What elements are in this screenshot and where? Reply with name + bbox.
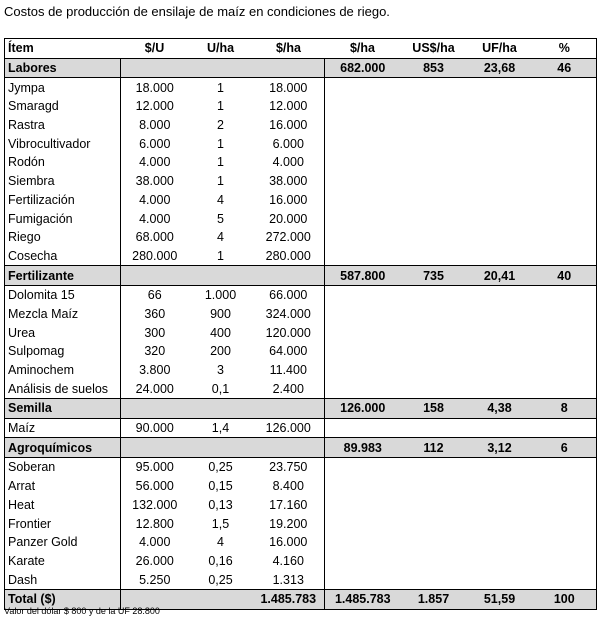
- row-empty: [533, 285, 597, 304]
- category-total-ha: 682.000: [325, 58, 401, 78]
- row-price-unit: 360: [121, 305, 189, 324]
- table-row: [5, 209, 597, 228]
- header-percent: %: [533, 39, 597, 59]
- row-empty: [325, 78, 401, 97]
- category-name: Labores: [5, 58, 121, 78]
- row-empty: [533, 552, 597, 571]
- category-usd-ha: 735: [401, 266, 467, 286]
- row-units-ha: 1: [217, 174, 224, 189]
- table-row: [5, 342, 597, 361]
- category-percent: 40: [533, 266, 597, 286]
- row-empty: [467, 191, 533, 210]
- row-item: Smaragd: [8, 99, 59, 114]
- row-units-ha: 0,15: [208, 479, 233, 494]
- row-empty: [325, 323, 401, 342]
- row-item: Análisis de suelos: [8, 381, 109, 396]
- row-price-unit: 66: [121, 285, 189, 304]
- row-empty: [401, 379, 467, 398]
- row-item: Aminochem: [8, 363, 74, 378]
- table-row: [5, 496, 597, 515]
- row-price-unit: 4.000: [121, 153, 189, 172]
- table-body: [5, 58, 597, 609]
- row-empty: [401, 418, 467, 438]
- row-item: Maíz: [8, 421, 36, 436]
- row-cost-ha: 38.000: [269, 174, 308, 189]
- total-uf-ha: 51,59: [467, 589, 533, 609]
- row-empty: [467, 116, 533, 135]
- row-item: Mezcla Maíz: [8, 306, 79, 321]
- category-blank: [121, 58, 325, 78]
- row-empty: [325, 134, 401, 153]
- row-cost-ha: 11.400: [269, 363, 307, 378]
- row-item: Dash: [8, 572, 38, 587]
- row-empty: [533, 247, 597, 266]
- row-price-unit: 132.000: [121, 496, 189, 515]
- row-empty: [325, 153, 401, 172]
- row-empty: [401, 458, 467, 477]
- cost-table: [4, 38, 597, 610]
- row-empty: [467, 305, 533, 324]
- row-item: Cosecha: [8, 248, 58, 263]
- total-usd-ha: 1.857: [401, 589, 467, 609]
- row-empty: [401, 247, 467, 266]
- header-units-ha: U/ha: [189, 39, 253, 59]
- row-empty: [467, 418, 533, 438]
- row-empty: [467, 323, 533, 342]
- row-empty: [533, 342, 597, 361]
- row-cost-ha: 120.000: [265, 325, 311, 340]
- category-blank: [121, 399, 325, 419]
- category-blank: [121, 266, 325, 286]
- row-empty: [325, 477, 401, 496]
- row-empty: [325, 247, 401, 266]
- row-item: Siembra: [8, 174, 55, 189]
- row-cost-ha: 272.000: [265, 230, 311, 245]
- row-empty: [533, 172, 597, 191]
- row-units-ha: 1: [217, 248, 224, 263]
- row-units-ha: 3: [217, 363, 224, 378]
- category-blank: [121, 438, 325, 458]
- row-units-ha: 5: [217, 211, 224, 226]
- category-percent: 6: [533, 438, 597, 458]
- table-row: [5, 323, 597, 342]
- row-empty: [533, 153, 597, 172]
- row-empty: [533, 305, 597, 324]
- table-caption: Costos de producción de ensilaje de maíz en condiciones de riego.: [4, 4, 390, 19]
- row-cost-ha: 8.400: [272, 479, 304, 494]
- row-empty: [401, 552, 467, 571]
- table-row: [5, 228, 597, 247]
- row-empty: [401, 209, 467, 228]
- row-empty: [401, 153, 467, 172]
- row-empty: [325, 209, 401, 228]
- row-empty: [533, 496, 597, 515]
- row-cost-ha: 23.750: [269, 460, 308, 475]
- row-price-unit: 12.000: [121, 97, 189, 116]
- row-price-unit: 280.000: [121, 247, 189, 266]
- row-empty: [467, 496, 533, 515]
- table-row: [5, 552, 597, 571]
- row-empty: [467, 228, 533, 247]
- total-percent: 100: [533, 589, 597, 609]
- row-empty: [467, 361, 533, 380]
- row-empty: [325, 514, 401, 533]
- row-empty: [325, 533, 401, 552]
- row-item: Rodón: [8, 155, 45, 170]
- row-price-unit: 320: [121, 342, 189, 361]
- row-empty: [401, 342, 467, 361]
- row-price-unit: 12.800: [121, 514, 189, 533]
- category-name: Agroquímicos: [5, 438, 121, 458]
- row-empty: [325, 97, 401, 116]
- total-cost-ha: 1.485.783: [253, 589, 325, 609]
- table-row: [5, 116, 597, 135]
- header-subtotal-ha: $/ha: [325, 39, 401, 59]
- row-empty: [467, 172, 533, 191]
- category-usd-ha: 853: [401, 58, 467, 78]
- row-empty: [533, 323, 597, 342]
- row-empty: [401, 78, 467, 97]
- table-row: [5, 361, 597, 380]
- table-row: [5, 533, 597, 552]
- row-empty: [467, 552, 533, 571]
- row-cost-ha: 126.000: [265, 421, 311, 436]
- row-item: Sulpomag: [8, 344, 65, 359]
- row-empty: [401, 323, 467, 342]
- header-usd-ha: US$/ha: [401, 39, 467, 59]
- table-row: [5, 458, 597, 477]
- row-empty: [325, 228, 401, 247]
- row-cost-ha: 20.000: [269, 211, 308, 226]
- row-empty: [401, 134, 467, 153]
- row-price-unit: 6.000: [121, 134, 189, 153]
- row-units-ha: 0,25: [208, 460, 233, 475]
- row-price-unit: 4.000: [121, 533, 189, 552]
- row-cost-ha: 64.000: [269, 344, 308, 359]
- row-empty: [401, 570, 467, 589]
- row-empty: [401, 116, 467, 135]
- row-empty: [467, 477, 533, 496]
- row-price-unit: 38.000: [121, 172, 189, 191]
- row-empty: [533, 78, 597, 97]
- row-item: Urea: [8, 325, 36, 340]
- row-empty: [467, 209, 533, 228]
- category-uf-ha: 4,38: [467, 399, 533, 419]
- row-item: Fertilización: [8, 192, 75, 207]
- row-empty: [467, 342, 533, 361]
- row-units-ha: 400: [210, 325, 231, 340]
- row-empty: [401, 305, 467, 324]
- row-empty: [401, 228, 467, 247]
- row-empty: [401, 514, 467, 533]
- row-item: Frontier: [8, 516, 52, 531]
- row-item: Soberan: [8, 460, 56, 475]
- row-item: Vibrocultivador: [8, 136, 91, 151]
- category-total-ha: 587.800: [325, 266, 401, 286]
- row-item: Heat: [8, 497, 35, 512]
- row-empty: [467, 533, 533, 552]
- row-price-unit: 3.800: [121, 361, 189, 380]
- row-empty: [401, 496, 467, 515]
- row-empty: [533, 477, 597, 496]
- row-empty: [325, 570, 401, 589]
- table-row: [5, 191, 597, 210]
- table-row: [5, 379, 597, 398]
- row-cost-ha: 12.000: [269, 99, 308, 114]
- row-empty: [533, 533, 597, 552]
- row-price-unit: 4.000: [121, 191, 189, 210]
- row-empty: [325, 458, 401, 477]
- table-row: [5, 285, 597, 304]
- category-percent: 46: [533, 58, 597, 78]
- category-usd-ha: 158: [401, 399, 467, 419]
- row-empty: [401, 477, 467, 496]
- header-item: Ítem: [5, 39, 121, 59]
- row-item: Dolomita 15: [8, 288, 75, 303]
- row-empty: [401, 533, 467, 552]
- row-units-ha: 4: [217, 230, 224, 245]
- row-units-ha: 1: [217, 99, 224, 114]
- row-empty: [533, 570, 597, 589]
- category-name: Fertilizante: [5, 266, 121, 286]
- total-label: Total ($): [5, 589, 121, 609]
- row-units-ha: 1: [217, 136, 224, 151]
- row-price-unit: 95.000: [121, 458, 189, 477]
- row-price-unit: 5.250: [121, 570, 189, 589]
- row-units-ha: 1: [217, 155, 224, 170]
- category-row: [5, 438, 597, 458]
- row-item: Fumigación: [8, 211, 73, 226]
- row-empty: [467, 570, 533, 589]
- row-empty: [533, 209, 597, 228]
- category-uf-ha: 23,68: [467, 58, 533, 78]
- row-cost-ha: 16.000: [269, 535, 308, 550]
- category-name: Semilla: [5, 399, 121, 419]
- row-price-unit: 4.000: [121, 209, 189, 228]
- row-empty: [325, 305, 401, 324]
- row-units-ha: 0,13: [208, 497, 233, 512]
- row-item: Karate: [8, 553, 45, 568]
- row-empty: [467, 379, 533, 398]
- row-units-ha: 900: [210, 306, 231, 321]
- table-row: [5, 172, 597, 191]
- row-units-ha: 0,1: [211, 381, 230, 396]
- row-empty: [325, 361, 401, 380]
- table-row: [5, 78, 597, 97]
- total-subtotal-ha: 1.485.783: [325, 589, 401, 609]
- row-empty: [401, 97, 467, 116]
- category-percent: 8: [533, 399, 597, 419]
- row-cost-ha: 16.000: [269, 118, 308, 133]
- row-cost-ha: 4.000: [272, 155, 304, 170]
- category-uf-ha: 3,12: [467, 438, 533, 458]
- row-item: Arrat: [8, 479, 36, 494]
- row-empty: [401, 285, 467, 304]
- row-empty: [533, 134, 597, 153]
- row-cost-ha: 17.160: [269, 497, 308, 512]
- category-row: [5, 266, 597, 286]
- table-row: [5, 134, 597, 153]
- row-empty: [325, 285, 401, 304]
- row-empty: [325, 116, 401, 135]
- row-units-ha: 0,25: [208, 572, 233, 587]
- row-cost-ha: 6.000: [272, 136, 304, 151]
- row-price-unit: 18.000: [121, 78, 189, 97]
- row-empty: [533, 514, 597, 533]
- category-uf-ha: 20,41: [467, 266, 533, 286]
- row-price-unit: 8.000: [121, 116, 189, 135]
- table-row: [5, 477, 597, 496]
- category-total-ha: 89.983: [325, 438, 401, 458]
- row-cost-ha: 18.000: [269, 80, 308, 95]
- row-empty: [467, 134, 533, 153]
- row-empty: [467, 153, 533, 172]
- row-cost-ha: 19.200: [269, 516, 308, 531]
- category-total-ha: 126.000: [325, 399, 401, 419]
- row-item: Rastra: [8, 118, 45, 133]
- row-empty: [533, 191, 597, 210]
- row-units-ha: 200: [210, 344, 231, 359]
- row-price-unit: 300: [121, 323, 189, 342]
- row-cost-ha: 280.000: [265, 248, 311, 263]
- row-empty: [325, 191, 401, 210]
- row-empty: [467, 285, 533, 304]
- row-units-ha: 0,16: [208, 553, 233, 568]
- footnote: Valor del dólar $ 800 y de la UF 28.800: [4, 606, 160, 616]
- row-units-ha: 1,5: [211, 516, 230, 531]
- row-cost-ha: 16.000: [269, 192, 308, 207]
- row-empty: [533, 458, 597, 477]
- table-row: [5, 305, 597, 324]
- row-price-unit: 26.000: [121, 552, 189, 571]
- row-units-ha: 1: [217, 80, 224, 95]
- row-units-ha: 1,4: [211, 421, 230, 436]
- row-item: Riego: [8, 230, 41, 245]
- row-empty: [325, 418, 401, 438]
- row-empty: [533, 418, 597, 438]
- row-empty: [325, 496, 401, 515]
- row-empty: [467, 247, 533, 266]
- row-cost-ha: 324.000: [265, 306, 311, 321]
- header-row: [5, 39, 597, 59]
- row-cost-ha: 4.160: [272, 553, 304, 568]
- row-units-ha: 4: [217, 535, 224, 550]
- table-row: [5, 247, 597, 266]
- table-row: [5, 514, 597, 533]
- row-price-unit: 24.000: [121, 379, 189, 398]
- row-price-unit: 56.000: [121, 477, 189, 496]
- row-empty: [533, 97, 597, 116]
- row-units-ha: 1.000: [204, 288, 237, 303]
- row-empty: [325, 342, 401, 361]
- table-row: [5, 570, 597, 589]
- header-price-unit: $/U: [121, 39, 189, 59]
- row-cost-ha: 1.313: [272, 572, 304, 587]
- row-price-unit: 90.000: [121, 418, 189, 438]
- row-empty: [533, 228, 597, 247]
- row-units-ha: 2: [217, 118, 224, 133]
- row-empty: [467, 458, 533, 477]
- row-empty: [467, 97, 533, 116]
- row-price-unit: 68.000: [121, 228, 189, 247]
- row-empty: [533, 379, 597, 398]
- row-empty: [325, 552, 401, 571]
- row-empty: [325, 172, 401, 191]
- row-empty: [401, 361, 467, 380]
- row-cost-ha: 66.000: [269, 288, 308, 303]
- header-uf-ha: UF/ha: [467, 39, 533, 59]
- row-empty: [533, 361, 597, 380]
- row-units-ha: 4: [217, 192, 224, 207]
- row-empty: [401, 191, 467, 210]
- row-empty: [533, 116, 597, 135]
- row-item: Panzer Gold: [8, 535, 78, 550]
- row-cost-ha: 2.400: [272, 381, 304, 396]
- row-empty: [467, 78, 533, 97]
- row-item: Jympa: [8, 80, 45, 95]
- category-usd-ha: 112: [401, 438, 467, 458]
- table-row: [5, 153, 597, 172]
- row-empty: [401, 172, 467, 191]
- category-row: [5, 399, 597, 419]
- table-row: [5, 418, 597, 438]
- header-cost-ha: $/ha: [253, 39, 325, 59]
- row-empty: [467, 514, 533, 533]
- category-row: [5, 58, 597, 78]
- row-empty: [325, 379, 401, 398]
- table-row: [5, 97, 597, 116]
